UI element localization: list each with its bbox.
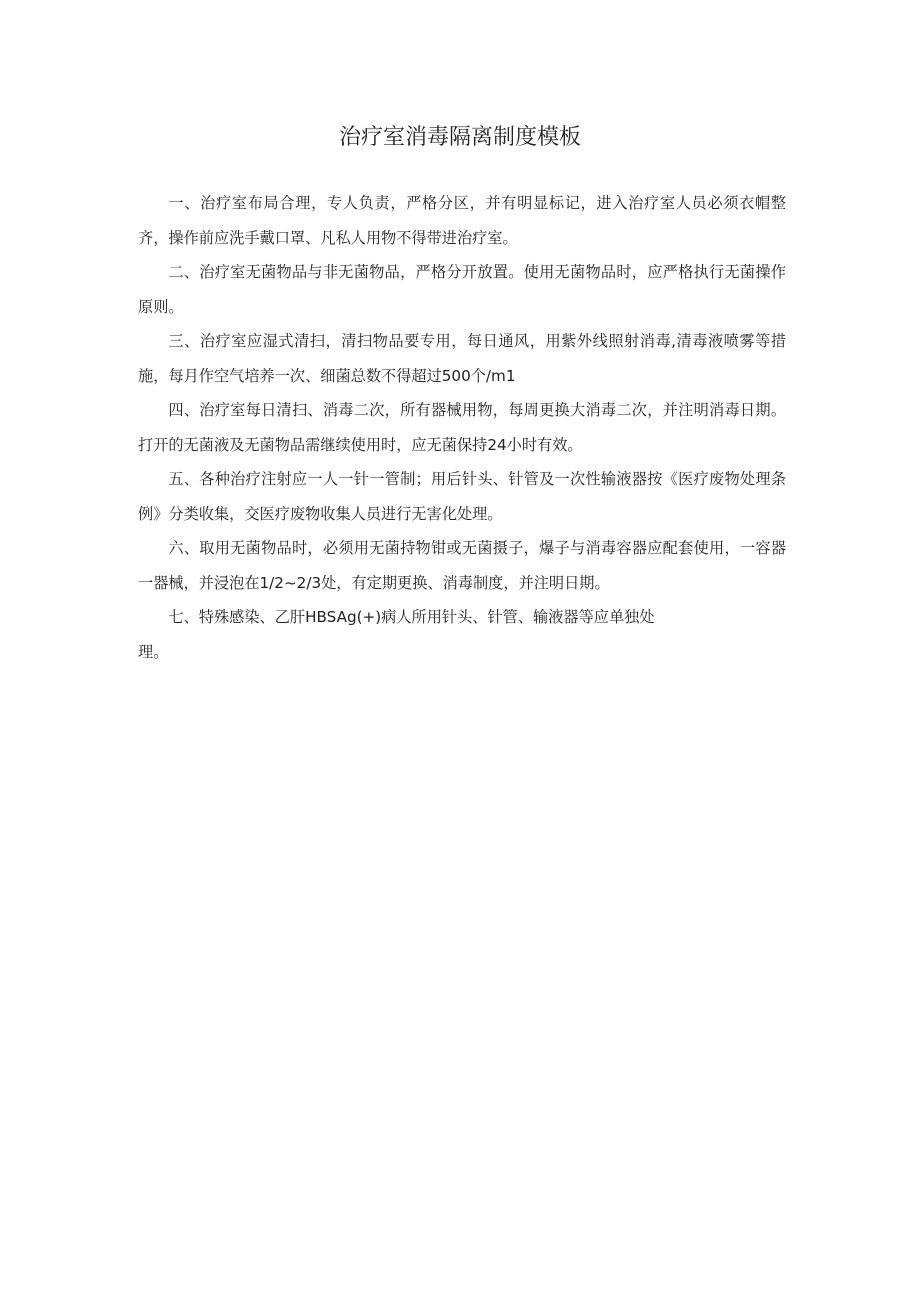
document-body <box>138 186 786 669</box>
paragraph-6: 六、取用无菌物品时，必须用无菌持物钳或无菌摄子，爆子与消毒容器应配套使用，一容器一器械，并浸泡在1/2~2/3处，有定期更换、消毒制度，并注明日期。 <box>138 539 786 592</box>
paragraph-7-tail: 理。 <box>138 642 169 661</box>
document-title: 治疗室消毒隔离制度模板 <box>338 125 581 150</box>
paragraph-4: 四、治疗室每日清扫、消毒二次，所有器械用物，每周更换大消毒二次，并注明消毒日期。打开的无菌液及无菌物品需继续使用时，应无菌保持24小时有效。 <box>138 401 786 454</box>
paragraph-5: 五、各种治疗注射应一人一针一管制；用后针头、针管及一次性输液器按《医疗废物处理条例》分类收集，交医疗废物收集人员进行无害化处理。 <box>138 470 786 523</box>
paragraph-2: 二、治疗室无菌物品与非无菌物品，严格分开放置。使用无菌物品时，应严格执行无菌操作原则。 <box>138 263 786 316</box>
paragraph-1: 一、治疗室布局合理，专人负责，严格分区，并有明显标记，进入治疗室人员必须衣帽整齐，操作前应洗手戴口罩、凡私人用物不得带进治疗室。 <box>138 194 786 247</box>
paragraph-3: 三、治疗室应湿式清扫，清扫物品要专用，每日通风，用紫外线照射消毒,清毒液喷雾等措施，每月作空气培养一次、细菌总数不得超过500个/m1 <box>138 332 786 385</box>
paragraph-7: 七、特殊感染、乙肝HBSAg(+)病人所用针头、针管、输液器等应单独处 <box>168 608 655 626</box>
